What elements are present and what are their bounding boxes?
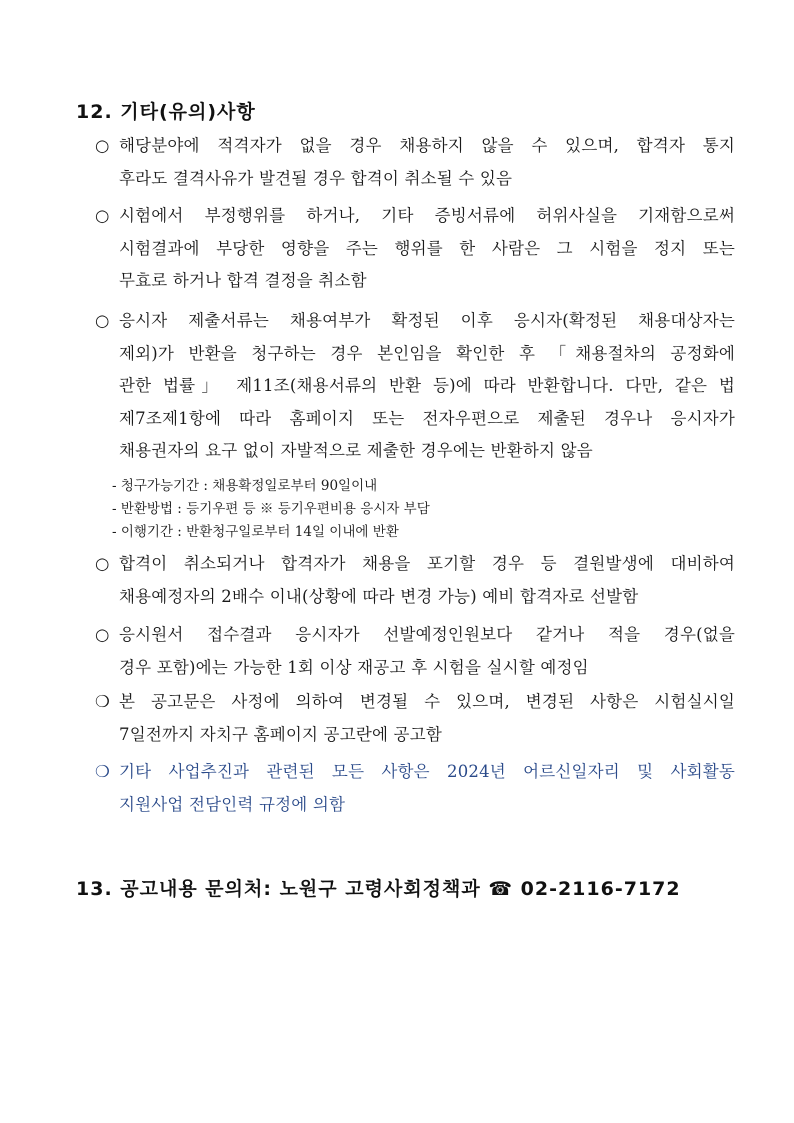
item-line: 무효로 하거나 합격 결정을 취소함 <box>119 271 367 290</box>
sub-item-claim-period: - 청구가능기간 : 채용확정일로부터 90일이내 <box>112 478 378 494</box>
bullet-icon: ○ <box>95 206 110 225</box>
notice-item-3 <box>95 305 735 468</box>
section-13-contact-heading: 13. 공고내용 문의처: 노원구 고령사회정책과 ☎ 02-2116-7172 <box>76 878 681 900</box>
item-line: 응시자 제출서류는 채용여부가 확정된 이후 응시자(확정된 채용대상자는 <box>119 311 735 330</box>
bullet-icon: ○ <box>95 311 110 330</box>
bullet-icon: ❍ <box>95 692 110 711</box>
section-12-heading: 12. 기타(유의)사항 <box>76 101 256 123</box>
item-line: 합격이 취소되거나 합격자가 채용을 포기할 경우 등 결원발생에 대비하여 <box>119 554 735 573</box>
item-line: 채용예정자의 2배수 이내(상황에 따라 변경 가능) 예비 합격자로 선발함 <box>119 586 639 606</box>
bullet-icon: ○ <box>95 136 110 155</box>
sub-item-fulfillment-period: - 이행기간 : 반환청구일로부터 14일 이내에 반환 <box>112 524 399 540</box>
item-line: 제외)가 반환을 청구하는 경우 본인임을 확인한 후 「채용절차의 공정화에 <box>119 343 735 363</box>
notice-item-2 <box>95 200 735 298</box>
notice-item-4 <box>95 548 735 613</box>
item-line: 시험에서 부정행위를 하거나, 기타 증빙서류에 허위사실을 기재함으로써 <box>119 206 735 225</box>
sub-item-return-method: - 반환방법 : 등기우편 등 ※ 등기우편비용 응시자 부담 <box>112 501 430 517</box>
notice-item-6 <box>95 686 735 751</box>
bullet-icon: ○ <box>95 554 110 573</box>
item-line: 지원사업 전담인력 규정에 의함 <box>119 794 346 814</box>
notice-item-1 <box>95 130 735 195</box>
bullet-icon: ❍ <box>95 762 110 781</box>
item-line: 관한 법률」 제11조(채용서류의 반환 등)에 따라 반환합니다. 다만, 같은 법 <box>119 376 735 395</box>
item-line: 시험결과에 부당한 영향을 주는 행위를 한 사람은 그 시험을 정지 또는 <box>119 238 735 258</box>
item-line: 7일전까지 자치구 홈페이지 공고란에 공고함 <box>119 724 442 744</box>
item-line: 경우 포함)에는 가능한 1회 이상 재공고 후 시험을 실시할 예정임 <box>119 657 589 677</box>
item-line: 후라도 결격사유가 발견될 경우 합격이 취소될 수 있음 <box>119 168 513 188</box>
item-line: 응시원서 접수결과 응시자가 선발예정인원보다 같거나 적을 경우(없을 <box>119 625 735 644</box>
return-details-list <box>112 475 430 544</box>
item-line: 본 공고문은 사정에 의하여 변경될 수 있으며, 변경된 사항은 시험실시일 <box>119 692 735 711</box>
item-line: 채용권자의 요구 없이 자발적으로 제출한 경우에는 반환하지 않음 <box>119 441 593 460</box>
notice-item-7 <box>95 756 735 821</box>
item-line: 기타 사업추진과 관련된 모든 사항은 2024년 어르신일자리 및 사회활동 <box>119 762 735 781</box>
bullet-icon: ○ <box>95 625 110 644</box>
notice-item-5 <box>95 619 735 684</box>
item-line: 해당분야에 적격자가 없을 경우 채용하지 않을 수 있으며, 합격자 통지 <box>119 136 735 155</box>
item-line: 제7조제1항에 따라 홈페이지 또는 전자우편으로 제출된 경우나 응시자가 <box>119 408 735 428</box>
